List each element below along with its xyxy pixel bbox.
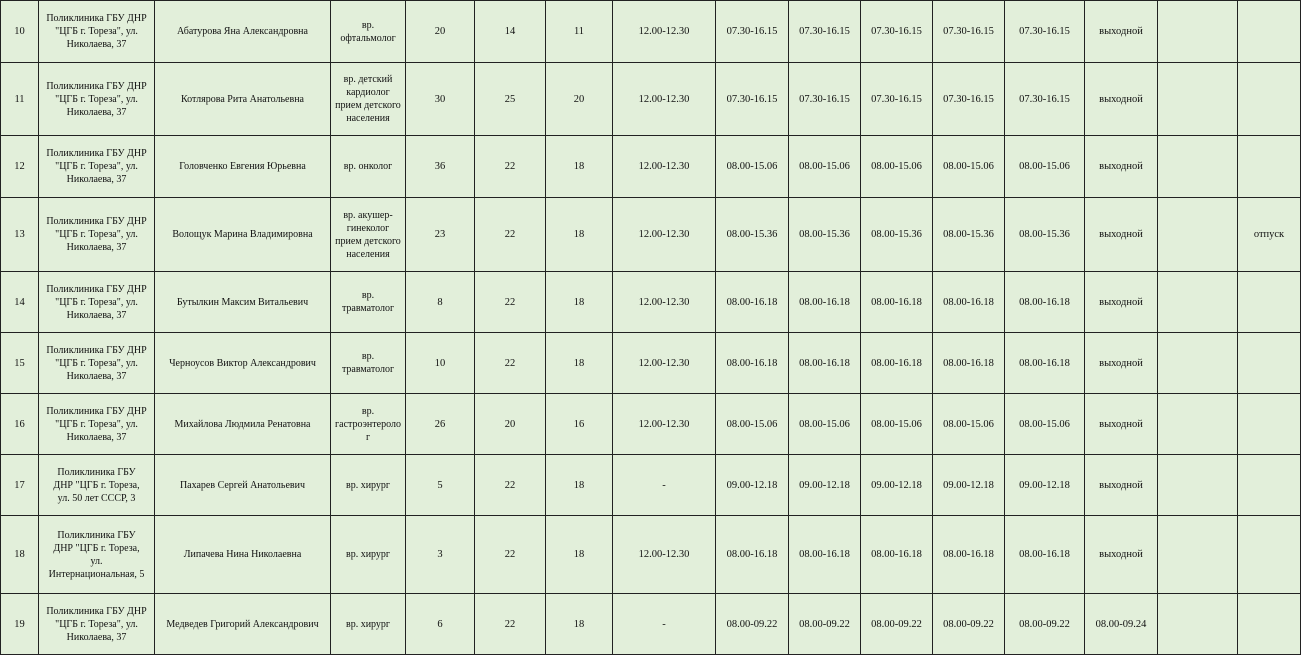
row-number-cell: 13: [1, 198, 39, 272]
clinic-address-cell: Поликлиника ГБУ ДНР "ЦГБ г. Тореза, ул. Интернациональная, 5: [39, 516, 155, 594]
table-row: [1, 455, 1301, 516]
note-cell: [1238, 333, 1301, 394]
schedule-day-5-cell: 08.00-09.22: [1005, 594, 1085, 655]
schedule-day-4-cell: 09.00-12.18: [933, 455, 1005, 516]
count-cell-3: 18: [546, 455, 613, 516]
count-cell-3: 18: [546, 516, 613, 594]
schedule-day-3-cell: 09.00-12.18: [861, 455, 933, 516]
clinic-address-cell: Поликлиника ГБУ ДНР "ЦГБ г. Тореза", ул. Николаева, 37: [39, 198, 155, 272]
schedule-day-2-cell: 08.00-09.22: [789, 594, 861, 655]
count-cell-1: 3: [406, 516, 475, 594]
schedule-day-5-cell: 08.00-16.18: [1005, 272, 1085, 333]
schedule-day-1-cell: 08.00-15.06: [716, 136, 789, 198]
table-row: [1, 516, 1301, 594]
doctor-name-cell: Пахарев Сергей Анатольевич: [155, 455, 331, 516]
row-number-cell: 17: [1, 455, 39, 516]
specialty-cell: вр. хирург: [331, 516, 406, 594]
note-cell: [1238, 394, 1301, 455]
extra-cell-1: [1158, 198, 1238, 272]
row-number-cell: 11: [1, 63, 39, 136]
schedule-day-1-cell: 08.00-09.22: [716, 594, 789, 655]
schedule-day-1-cell: 08.00-16.18: [716, 272, 789, 333]
schedule-day-6-cell: выходной: [1085, 455, 1158, 516]
break-time-cell: 12.00-12.30: [613, 394, 716, 455]
count-cell-3: 18: [546, 198, 613, 272]
schedule-day-2-cell: 08.00-16.18: [789, 333, 861, 394]
schedule-day-6-cell: выходной: [1085, 333, 1158, 394]
schedule-day-6-cell: выходной: [1085, 198, 1158, 272]
schedule-day-4-cell: 08.00-16.18: [933, 333, 1005, 394]
clinic-address-cell: Поликлиника ГБУ ДНР "ЦГБ г. Тореза", ул. Николаева, 37: [39, 594, 155, 655]
schedule-day-5-cell: 07.30-16.15: [1005, 1, 1085, 63]
extra-cell-1: [1158, 1, 1238, 63]
doctor-name-cell: Черноусов Виктор Александрович: [155, 333, 331, 394]
count-cell-1: 5: [406, 455, 475, 516]
specialty-cell: вр. гастроэнтероло г: [331, 394, 406, 455]
break-time-cell: 12.00-12.30: [613, 516, 716, 594]
schedule-day-1-cell: 08.00-16.18: [716, 333, 789, 394]
count-cell-3: 16: [546, 394, 613, 455]
schedule-day-6-cell: выходной: [1085, 1, 1158, 63]
count-cell-2: 14: [475, 1, 546, 63]
schedule-day-3-cell: 07.30-16.15: [861, 63, 933, 136]
count-cell-1: 26: [406, 394, 475, 455]
schedule-day-6-cell: выходной: [1085, 394, 1158, 455]
count-cell-2: 22: [475, 136, 546, 198]
schedule-day-4-cell: 08.00-15.06: [933, 136, 1005, 198]
schedule-day-6-cell: выходной: [1085, 516, 1158, 594]
schedule-day-1-cell: 09.00-12.18: [716, 455, 789, 516]
schedule-day-2-cell: 08.00-15.36: [789, 198, 861, 272]
extra-cell-1: [1158, 455, 1238, 516]
table-row: [1, 1, 1301, 63]
schedule-day-1-cell: 08.00-15.06: [716, 394, 789, 455]
clinic-address-cell: Поликлиника ГБУ ДНР "ЦГБ г. Тореза", ул. Николаева, 37: [39, 394, 155, 455]
doctor-name-cell: Абатурова Яна Александровна: [155, 1, 331, 63]
row-number-cell: 19: [1, 594, 39, 655]
schedule-day-2-cell: 07.30-16.15: [789, 1, 861, 63]
schedule-day-2-cell: 09.00-12.18: [789, 455, 861, 516]
row-number-cell: 15: [1, 333, 39, 394]
note-cell: [1238, 516, 1301, 594]
schedule-day-2-cell: 07.30-16.15: [789, 63, 861, 136]
note-cell: [1238, 1, 1301, 63]
clinic-address-cell: Поликлиника ГБУ ДНР "ЦГБ г. Тореза", ул. Николаева, 37: [39, 333, 155, 394]
schedule-day-4-cell: 08.00-16.18: [933, 272, 1005, 333]
extra-cell-1: [1158, 394, 1238, 455]
schedule-day-4-cell: 08.00-16.18: [933, 516, 1005, 594]
break-time-cell: -: [613, 594, 716, 655]
schedule-day-2-cell: 08.00-15.06: [789, 136, 861, 198]
schedule-day-1-cell: 07.30-16.15: [716, 1, 789, 63]
schedule-day-3-cell: 08.00-15.06: [861, 394, 933, 455]
extra-cell-1: [1158, 63, 1238, 136]
doctor-name-cell: Головченко Евгения Юрьевна: [155, 136, 331, 198]
count-cell-3: 18: [546, 594, 613, 655]
extra-cell-1: [1158, 594, 1238, 655]
count-cell-1: 10: [406, 333, 475, 394]
break-time-cell: 12.00-12.30: [613, 333, 716, 394]
count-cell-3: 18: [546, 333, 613, 394]
break-time-cell: 12.00-12.30: [613, 1, 716, 63]
clinic-address-cell: Поликлиника ГБУ ДНР "ЦГБ г. Тореза", ул. Николаева, 37: [39, 136, 155, 198]
clinic-address-cell: Поликлиника ГБУ ДНР "ЦГБ г. Тореза, ул. 50 лет СССР, 3: [39, 455, 155, 516]
schedule-day-2-cell: 08.00-16.18: [789, 272, 861, 333]
doctor-name-cell: Котлярова Рита Анатольевна: [155, 63, 331, 136]
clinic-address-cell: Поликлиника ГБУ ДНР "ЦГБ г. Тореза", ул. Николаева, 37: [39, 63, 155, 136]
count-cell-3: 18: [546, 136, 613, 198]
break-time-cell: 12.00-12.30: [613, 198, 716, 272]
schedule-day-3-cell: 08.00-15.36: [861, 198, 933, 272]
doctor-name-cell: Липачева Нина Николаевна: [155, 516, 331, 594]
schedule-day-2-cell: 08.00-16.18: [789, 516, 861, 594]
break-time-cell: 12.00-12.30: [613, 136, 716, 198]
note-cell: [1238, 63, 1301, 136]
schedule-day-5-cell: 08.00-16.18: [1005, 516, 1085, 594]
table-row: [1, 136, 1301, 198]
count-cell-2: 22: [475, 516, 546, 594]
count-cell-1: 30: [406, 63, 475, 136]
clinic-address-cell: Поликлиника ГБУ ДНР "ЦГБ г. Тореза", ул. Николаева, 37: [39, 272, 155, 333]
schedule-day-5-cell: 08.00-15.06: [1005, 136, 1085, 198]
count-cell-2: 22: [475, 333, 546, 394]
specialty-cell: вр. хирург: [331, 455, 406, 516]
specialty-cell: вр. онколог: [331, 136, 406, 198]
schedule-day-4-cell: 07.30-16.15: [933, 1, 1005, 63]
extra-cell-1: [1158, 272, 1238, 333]
schedule-day-5-cell: 08.00-15.06: [1005, 394, 1085, 455]
table-row: [1, 198, 1301, 272]
count-cell-1: 6: [406, 594, 475, 655]
schedule-day-1-cell: 07.30-16.15: [716, 63, 789, 136]
note-cell: отпуск: [1238, 198, 1301, 272]
count-cell-2: 22: [475, 455, 546, 516]
schedule-day-3-cell: 08.00-16.18: [861, 272, 933, 333]
doctor-name-cell: Михайлова Людмила Ренатовна: [155, 394, 331, 455]
clinic-address-cell: Поликлиника ГБУ ДНР "ЦГБ г. Тореза", ул. Николаева, 37: [39, 1, 155, 63]
break-time-cell: 12.00-12.30: [613, 63, 716, 136]
specialty-cell: вр. детский кардиолог прием детского населения: [331, 63, 406, 136]
schedule-day-2-cell: 08.00-15.06: [789, 394, 861, 455]
extra-cell-1: [1158, 333, 1238, 394]
count-cell-2: 22: [475, 272, 546, 333]
schedule-day-4-cell: 07.30-16.15: [933, 63, 1005, 136]
specialty-cell: вр. травматолог: [331, 272, 406, 333]
count-cell-1: 20: [406, 1, 475, 63]
row-number-cell: 10: [1, 1, 39, 63]
extra-cell-1: [1158, 136, 1238, 198]
doctor-name-cell: Волощук Марина Владимировна: [155, 198, 331, 272]
extra-cell-1: [1158, 516, 1238, 594]
table-row: [1, 594, 1301, 655]
count-cell-1: 8: [406, 272, 475, 333]
count-cell-1: 36: [406, 136, 475, 198]
specialty-cell: вр. хирург: [331, 594, 406, 655]
count-cell-2: 22: [475, 198, 546, 272]
schedule-day-4-cell: 08.00-15.36: [933, 198, 1005, 272]
schedule-day-4-cell: 08.00-15.06: [933, 394, 1005, 455]
table-row: [1, 333, 1301, 394]
note-cell: [1238, 136, 1301, 198]
schedule-day-6-cell: выходной: [1085, 63, 1158, 136]
count-cell-3: 18: [546, 272, 613, 333]
table-row: [1, 63, 1301, 136]
doctor-name-cell: Бутылкин Максим Витальевич: [155, 272, 331, 333]
schedule-day-4-cell: 08.00-09.22: [933, 594, 1005, 655]
count-cell-3: 20: [546, 63, 613, 136]
schedule-day-5-cell: 08.00-16.18: [1005, 333, 1085, 394]
schedule-day-1-cell: 08.00-16.18: [716, 516, 789, 594]
note-cell: [1238, 272, 1301, 333]
schedule-day-6-cell: выходной: [1085, 136, 1158, 198]
specialty-cell: вр. офтальмолог: [331, 1, 406, 63]
note-cell: [1238, 594, 1301, 655]
row-number-cell: 12: [1, 136, 39, 198]
schedule-day-1-cell: 08.00-15.36: [716, 198, 789, 272]
count-cell-2: 20: [475, 394, 546, 455]
schedule-day-3-cell: 07.30-16.15: [861, 1, 933, 63]
table-body: [1, 1, 1301, 655]
table-row: [1, 394, 1301, 455]
specialty-cell: вр. травматолог: [331, 333, 406, 394]
schedule-day-3-cell: 08.00-09.22: [861, 594, 933, 655]
break-time-cell: -: [613, 455, 716, 516]
schedule-day-3-cell: 08.00-16.18: [861, 333, 933, 394]
row-number-cell: 14: [1, 272, 39, 333]
row-number-cell: 18: [1, 516, 39, 594]
count-cell-2: 25: [475, 63, 546, 136]
schedule-day-6-cell: выходной: [1085, 272, 1158, 333]
table-row: [1, 272, 1301, 333]
schedule-day-5-cell: 09.00-12.18: [1005, 455, 1085, 516]
count-cell-2: 22: [475, 594, 546, 655]
schedule-day-5-cell: 08.00-15.36: [1005, 198, 1085, 272]
schedule-day-6-cell: 08.00-09.24: [1085, 594, 1158, 655]
schedule-day-5-cell: 07.30-16.15: [1005, 63, 1085, 136]
break-time-cell: 12.00-12.30: [613, 272, 716, 333]
schedule-day-3-cell: 08.00-15.06: [861, 136, 933, 198]
note-cell: [1238, 455, 1301, 516]
count-cell-3: 11: [546, 1, 613, 63]
doctor-name-cell: Медведев Григорий Александрович: [155, 594, 331, 655]
count-cell-1: 23: [406, 198, 475, 272]
specialty-cell: вр. акушер- гинеколог прием детского населения: [331, 198, 406, 272]
row-number-cell: 16: [1, 394, 39, 455]
schedule-day-3-cell: 08.00-16.18: [861, 516, 933, 594]
